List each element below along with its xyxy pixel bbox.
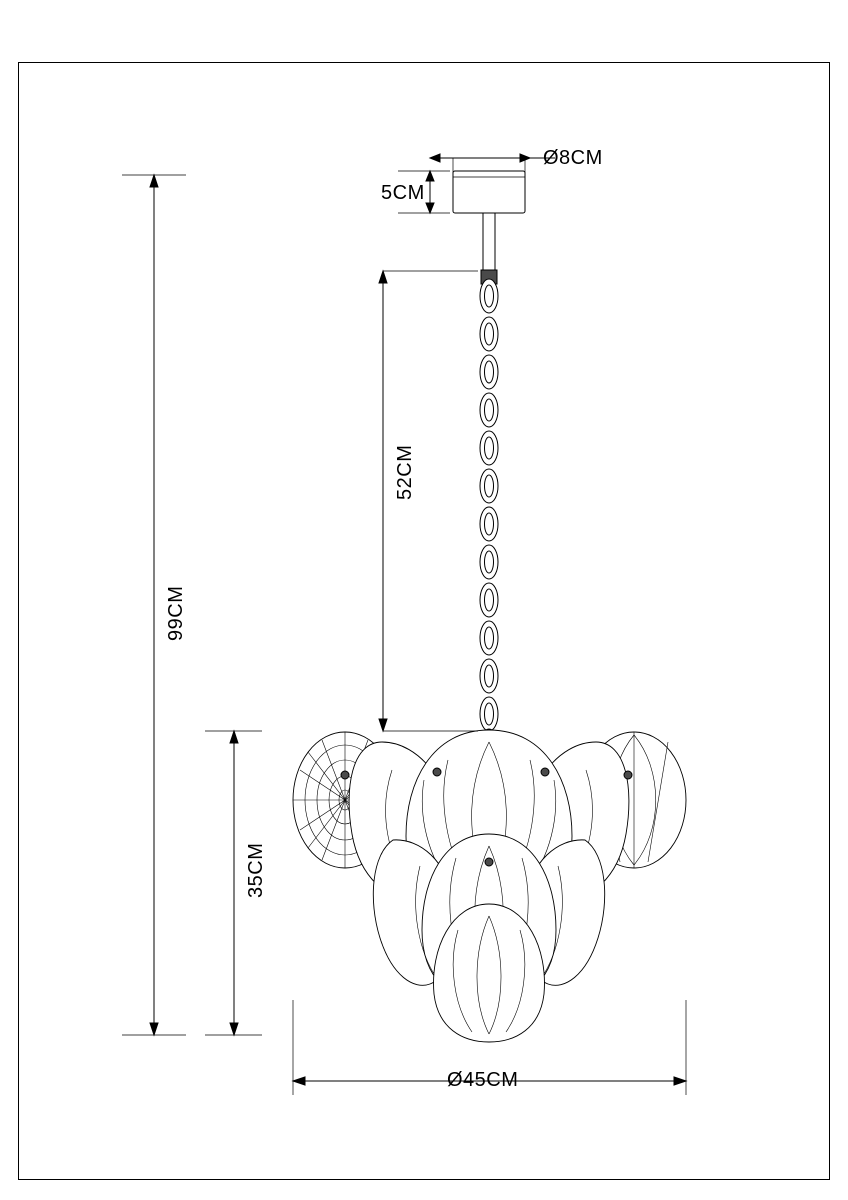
drop-rod-group [481,213,497,284]
chain-group [480,279,498,763]
dimension-label-canopy-diameter: Ø8CM [543,147,603,169]
shade-bottom-tier [434,904,545,1042]
dimension-label-chain-length: 52CM [394,444,416,500]
dimension-label-shade-height: 35CM [245,842,267,898]
canopy-group [453,171,525,213]
dimension-label-canopy-height: 5CM [381,182,425,204]
dimension-label-shade-diameter: Ø45CM [447,1069,519,1091]
dimension-label-total-height: 99CM [165,585,187,641]
